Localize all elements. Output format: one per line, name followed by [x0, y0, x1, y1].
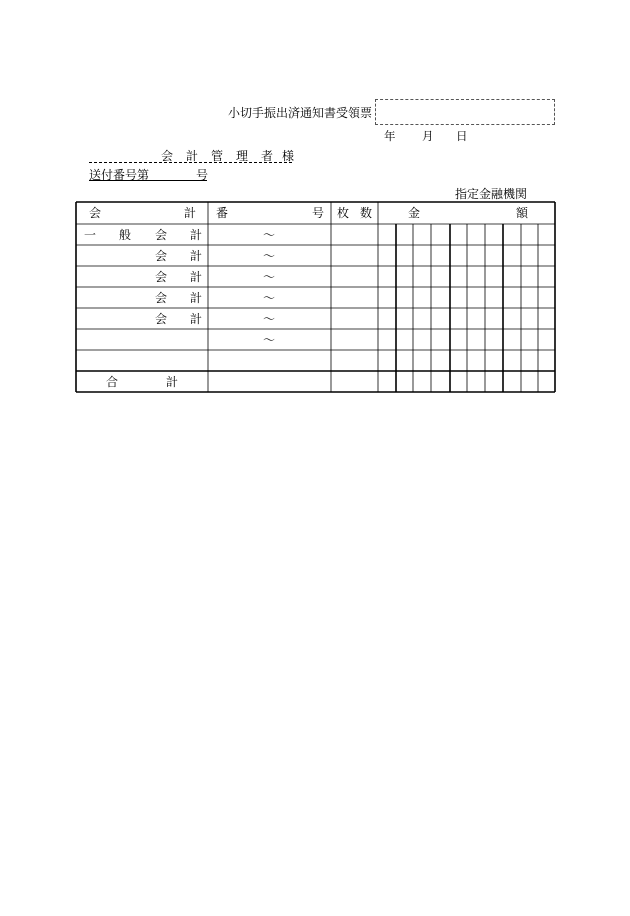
row-account-char: 会 [155, 249, 168, 263]
row-account-char: 計 [190, 228, 203, 242]
sending-number-prefix: 送付番号第 [89, 168, 150, 182]
addressee-char: 管 [211, 149, 224, 163]
row-account-char: 会 [155, 270, 168, 284]
sending-number-suffix: 号 [196, 168, 209, 182]
row-range-tilde: ～ [263, 249, 276, 263]
row-account-char: 会 [155, 291, 168, 305]
row-account-char: 般 [119, 228, 132, 242]
row-account-char: 計 [190, 270, 203, 284]
addressee-char: 理 [236, 149, 249, 163]
designated-bank-label: 指定金融機関 [455, 187, 528, 201]
header-account-char: 計 [184, 206, 197, 220]
header-account-char: 会 [89, 206, 102, 220]
row-account-char: 計 [190, 291, 203, 305]
addressee-char: 会 [161, 149, 174, 163]
addressee-char: 様 [282, 149, 295, 163]
header-number-char: 号 [312, 206, 325, 220]
row-account-char: 会 [155, 312, 168, 326]
row-range-tilde: ～ [263, 291, 276, 305]
row-range-tilde: ～ [263, 312, 276, 326]
row-range-tilde: ～ [263, 228, 276, 242]
row-account-char: 会 [155, 228, 168, 242]
row-account-char: 計 [190, 249, 203, 263]
table-text [84, 205, 529, 389]
header-count-char: 数 [360, 206, 373, 220]
table-grid [76, 202, 555, 392]
header-amount-char: 金 [408, 206, 421, 220]
row-account-char: 計 [190, 312, 203, 326]
header-number-char: 番 [216, 206, 229, 220]
header-amount-char: 額 [516, 206, 529, 220]
total-label-char: 合 [106, 375, 119, 389]
total-label-char: 計 [166, 375, 179, 389]
date-month-label: 月 [422, 129, 434, 143]
date-year-label: 年 [384, 129, 396, 143]
date-day-label: 日 [456, 129, 468, 143]
addressee-char: 計 [186, 149, 199, 163]
row-range-tilde: ～ [263, 270, 276, 284]
addressee-char: 者 [261, 149, 274, 163]
header-count-char: 枚 [337, 206, 350, 220]
row-range-tilde: ～ [263, 333, 276, 347]
row-account-char: 一 [84, 228, 97, 242]
document-title: 小切手振出済通知書受領票 [228, 106, 373, 120]
